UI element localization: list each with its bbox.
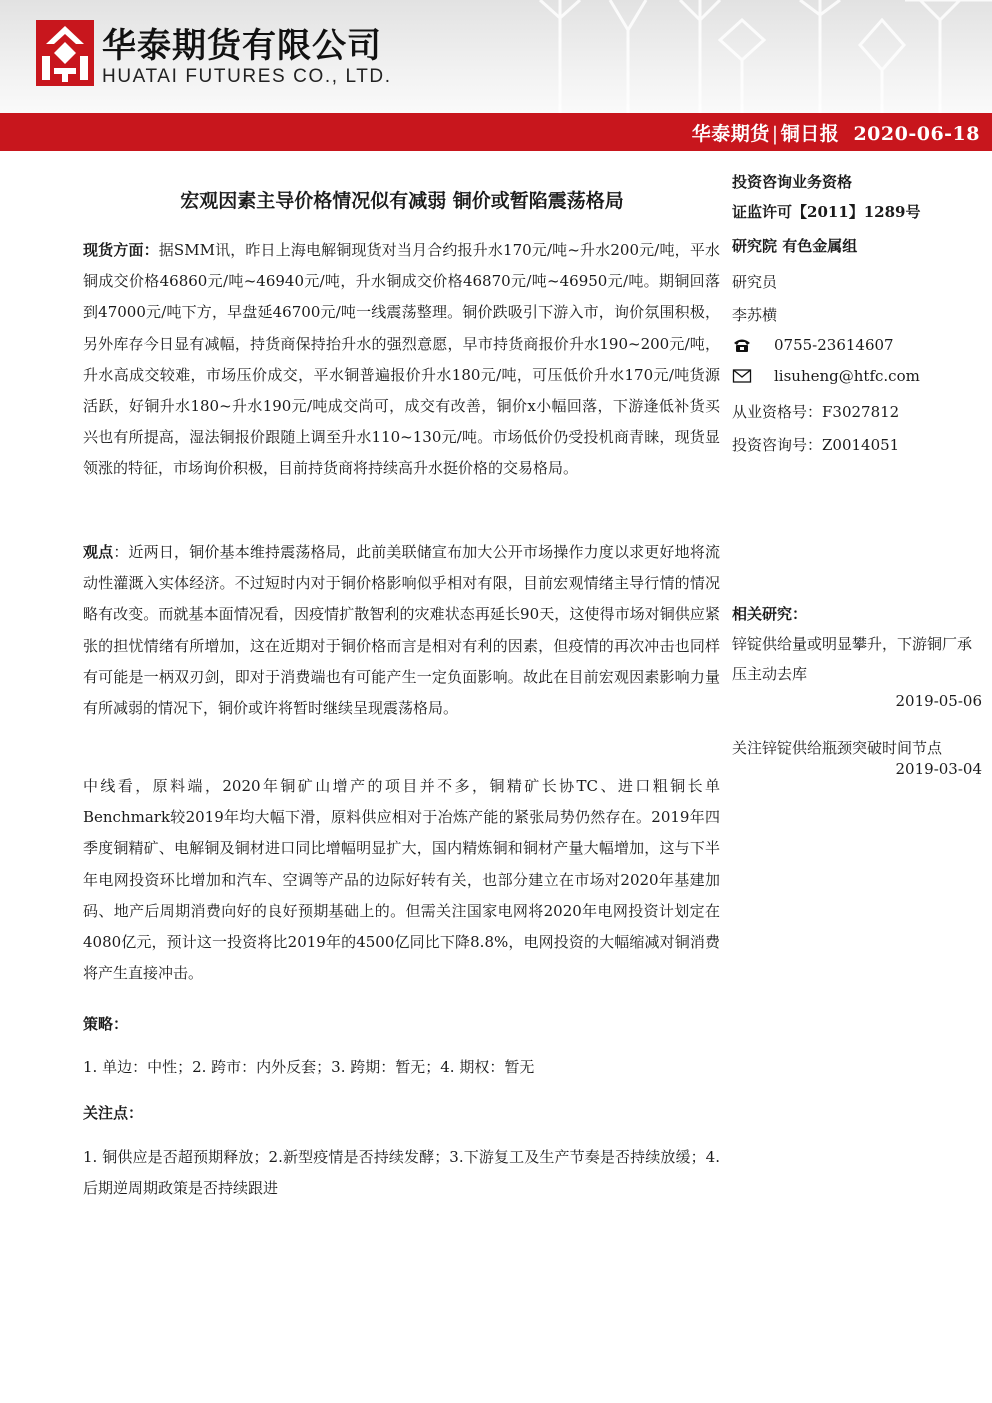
phone-icon: [732, 337, 752, 353]
email-row: [732, 367, 920, 385]
report-bar: [0, 113, 992, 151]
license-number: 证监许可【2011】1289号: [732, 203, 921, 221]
bar-report-type: 铜日报: [780, 123, 840, 145]
report-bar-text: [692, 119, 980, 146]
envelope-icon: [732, 368, 752, 384]
spot-paragraph: [83, 235, 720, 485]
view-paragraph: [83, 537, 720, 724]
qualification-title: 投资咨询业务资格: [732, 173, 853, 191]
researcher-name: 李苏横: [732, 306, 778, 324]
related-item-date: 2019-05-06: [895, 692, 982, 710]
consult-number: 投资咨询号：Z0014051: [732, 436, 900, 454]
page-header: [0, 0, 992, 113]
spot-lead: 现货方面：: [83, 241, 159, 259]
strategy-body: 1. 单边：中性；2. 跨市：内外反套；3. 跨期：暂无；4. 期权：暂无: [83, 1058, 535, 1076]
phone-row: [732, 336, 894, 354]
bar-separator: |: [771, 123, 779, 145]
bar-brand: 华泰期货: [691, 123, 770, 145]
focus-heading: 关注点：: [83, 1104, 144, 1122]
huatai-logo-icon: [36, 20, 94, 86]
view-body: ：近两日，铜价基本维持震荡格局，此前美联储宣布加大公开市场操作力度以求更好地将流动性灌溉入实体经济。不过短时内对于铜价格影响似乎相对有限，目前宏观情绪主导行情的情况略有改变。而就基本面情况看，因疫情扩散智利的灾难状态再延长90天，这使得市场对铜供应紧张的担忧情绪有所增加，这在近期对于铜价格而言是相对有利的因素，但疫情的再次冲击也同样有可能是一柄双刃剑，即对于消费端也有可能产生一定负面影响。故此在目前宏观因素影响力量有所减弱的情况下，铜价或许将暂时继续呈现震荡格局。: [83, 543, 720, 718]
company-name-en: HUATAI FUTURES CO., LTD.: [102, 66, 392, 87]
report-date: 2020-06-18: [853, 123, 980, 145]
strategy-heading: 策略：: [83, 1015, 129, 1033]
spot-body: 据SMM讯，昨日上海电解铜现货对当月合约报升水170元/吨~升水200元/吨，平水铜成交价格46860元/吨~46940元/吨，升水铜成交价格46870元/吨~46950元/吨。期铜回落到47000元/吨下方，早盘延46700元/吨一线震荡整理。铜价跌吸引下游入市，询价氛围积极，另外库存今日显有减幅，持货商保持抬升水的强烈意愿，早市持货商报价升水190~200元/吨，升水高成交较难，市场压价成交，平水铜普遍报价升水180元/吨，可压低价升水170元/吨货源活跃，好铜升水180~升水190元/吨成交尚可，成交有改善，铜价x小幅回落，下游逢低补货买兴也有所提高，湿法铜报价跟随上调至升水110~130元/吨。市场低价仍受投机商青睐，现货显领涨的特征，市场询价积极，目前持货商将持续高升水挺价格的交易格局。: [83, 241, 720, 478]
research-department: 研究院 有色金属组: [732, 237, 858, 255]
researcher-role: 研究员: [732, 273, 778, 291]
phone-number: 0755-23614607: [774, 336, 894, 354]
email-link[interactable]: lisuheng@htfc.com: [774, 367, 920, 385]
cert-number: 从业资格号：F3027812: [732, 403, 900, 421]
related-item-title[interactable]: 锌锭供给量或明显攀升，下游铜厂承压主动去库: [732, 635, 973, 683]
midterm-paragraph: 中线看，原料端，2020年铜矿山增产的项目并不多，铜精矿长协TC、进口粗铜长单Benchmark较2019年均大幅下滑，原料供应相对于冶炼产能的紧张局势仍然存在。2019年四季度铜精矿、电解铜及铜材进口同比增幅明显扩大，国内精炼铜和铜材产量大幅增加，这与下半年电网投资环比增加和汽车、空调等产品的边际好转有关，也部分建立在市场对2020年基建加码、地产后周期消费向好的良好预期基础上的。但需关注国家电网将2020年电网投资计划定在4080亿元，预计这一投资将比2019年的4500亿同比下降8.8%，电网投资的大幅缩减对铜消费将产生直接冲击。: [83, 777, 720, 983]
article-title: 宏观因素主导价格情况似有减弱 铜价或暂陷震荡格局: [180, 190, 624, 212]
company-name-cn: 华泰期货有限公司: [102, 26, 382, 66]
focus-body: 1. 铜供应是否超预期释放；2.新型疫情是否持续发酵；3.下游复工及生产节奏是否持续放缓；4. 后期逆周期政策是否持续跟进: [83, 1148, 720, 1198]
related-heading: 相关研究：: [732, 605, 808, 623]
related-item-title[interactable]: 关注锌锭供给瓶颈突破时间节点: [732, 739, 943, 757]
related-item-date: 2019-03-04: [895, 760, 982, 778]
view-lead: 观点: [83, 543, 114, 561]
